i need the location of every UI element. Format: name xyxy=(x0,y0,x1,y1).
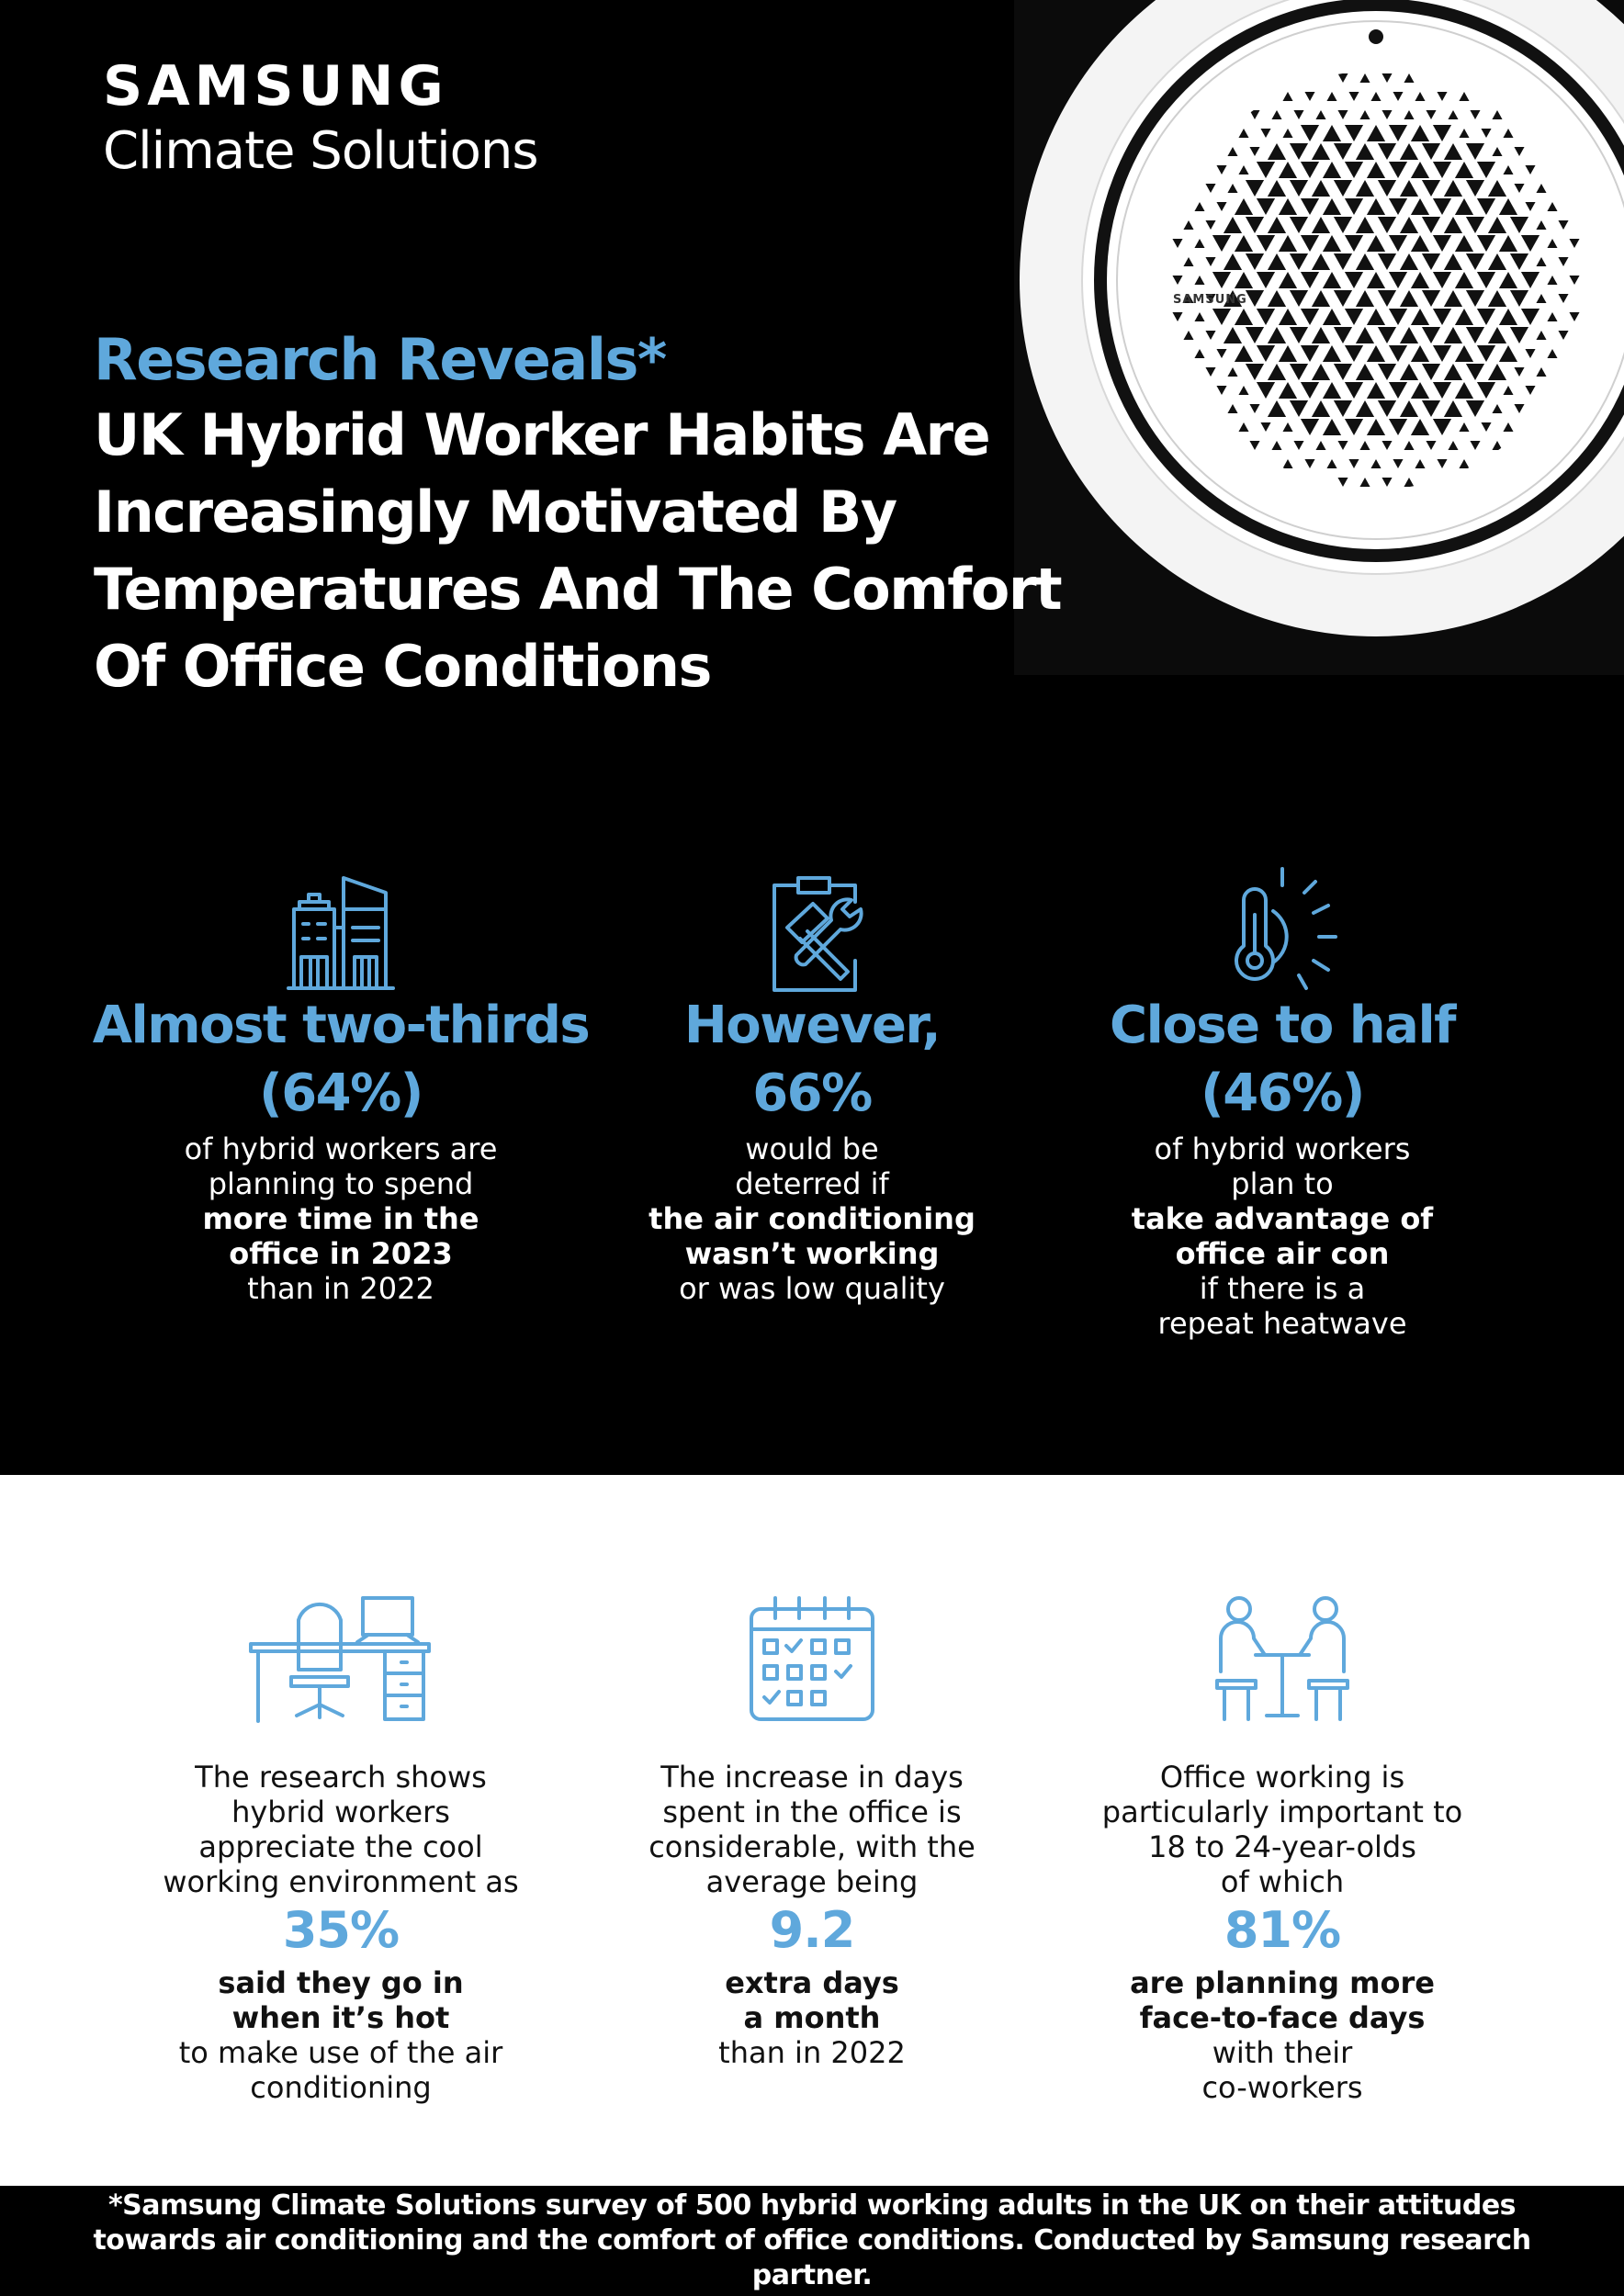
brand-subtitle: Climate Solutions xyxy=(103,121,538,181)
stat-line: planning to spend xyxy=(208,1166,474,1201)
stat-line: conditioning xyxy=(250,2070,432,2105)
stat-intro-line: working environment as xyxy=(163,1864,519,1899)
stat-percent: (64%) xyxy=(259,1064,423,1123)
headline-title-line-4: Of Office Conditions xyxy=(94,633,711,700)
stat-line: plan to xyxy=(1231,1166,1334,1201)
stat-big-number: 9.2 xyxy=(769,1901,855,1959)
stat-line-bold: extra days xyxy=(725,1965,899,2000)
stat-intro-line: The research shows xyxy=(195,1760,487,1795)
stat-head: Close to half xyxy=(1109,996,1456,1055)
stat-line-bold: are planning more xyxy=(1130,1965,1435,2000)
thermometer-sun-icon xyxy=(1218,863,1347,992)
stat-line: if there is a xyxy=(1199,1271,1366,1306)
stat-line-bold: office in 2023 xyxy=(229,1236,453,1271)
stat-intro-line: average being xyxy=(705,1864,919,1899)
headline-block xyxy=(94,323,1104,705)
stat-line-bold: face-to-face days xyxy=(1139,2000,1426,2035)
stat-intro-line: spent in the office is xyxy=(662,1795,962,1829)
stat-line-bold: wasn’t working xyxy=(684,1236,940,1271)
stat-line-bold: when it’s hot xyxy=(231,2000,450,2035)
stat-intro-line: of which xyxy=(1220,1864,1345,1899)
bottom-section xyxy=(0,1475,1624,2186)
stat-line: to make use of the air xyxy=(178,2035,503,2070)
stat-intro-line: considerable, with the xyxy=(648,1829,976,1864)
stat-intro-line: particularly important to xyxy=(1101,1795,1463,1829)
stat-line: repeat heatwave xyxy=(1157,1306,1407,1341)
stat-close-to-half xyxy=(1025,863,1539,1341)
headline-title-line-3: Temperatures And The Comfort xyxy=(94,556,1062,623)
stat-35-percent xyxy=(84,1594,598,2105)
stat-line: with their xyxy=(1212,2035,1353,2070)
stat-line-bold: more time in the xyxy=(202,1201,479,1236)
stat-percent: 66% xyxy=(752,1064,872,1123)
stat-line-bold: office air con xyxy=(1175,1236,1390,1271)
footnote-text: *Samsung Climate Solutions survey of 500 hybrid working adults in the UK on their attitudes towards air conditioning and the comfort of office conditions. Conducted by Samsung research partner. xyxy=(93,2189,1531,2291)
air-conditioner-image xyxy=(1014,0,1624,675)
stat-intro-line: 18 to 24-year-olds xyxy=(1148,1829,1416,1864)
stat-big-number: 35% xyxy=(282,1901,400,1959)
stat-two-thirds xyxy=(84,863,598,1306)
stat-line-bold: a month xyxy=(743,2000,881,2035)
survey-footnote xyxy=(0,2186,1624,2296)
desk-chair-icon xyxy=(249,1594,433,1723)
tools-clipboard-icon xyxy=(752,872,872,992)
stat-line: of hybrid workers xyxy=(1154,1131,1411,1166)
stat-intro-line: The increase in days xyxy=(660,1760,964,1795)
stat-however-66 xyxy=(555,863,1069,1306)
stat-line: would be xyxy=(745,1131,879,1166)
office-buildings-icon xyxy=(281,872,400,992)
stat-line: of hybrid workers are xyxy=(184,1131,498,1166)
stat-head: However, xyxy=(683,996,941,1055)
headline-title-line-1: UK Hybrid Worker Habits Are xyxy=(94,401,990,468)
stat-9-2-days xyxy=(555,1594,1069,2070)
stat-line-bold: take advantage of xyxy=(1131,1201,1434,1236)
stat-line-bold: said they go in xyxy=(218,1965,464,2000)
calendar-icon xyxy=(748,1594,876,1723)
stat-line: co-workers xyxy=(1201,2070,1363,2105)
stat-head: Almost two-thirds xyxy=(92,996,590,1055)
stat-81-percent xyxy=(1025,1594,1539,2105)
stat-line-bold: the air conditioning xyxy=(648,1201,976,1236)
air-conditioner-illustration xyxy=(1014,0,1624,675)
stat-line: or was low quality xyxy=(679,1271,945,1306)
stat-intro-line: Office working is xyxy=(1159,1760,1405,1795)
stat-line: deterred if xyxy=(735,1166,889,1201)
stat-big-number: 81% xyxy=(1224,1901,1341,1959)
headline-kicker: Research Reveals* xyxy=(94,326,666,393)
brand-block xyxy=(103,53,538,184)
stat-intro-line: appreciate the cool xyxy=(198,1829,483,1864)
stat-line: than in 2022 xyxy=(247,1271,434,1306)
stat-intro-line: hybrid workers xyxy=(231,1795,450,1829)
stat-line: than in 2022 xyxy=(718,2035,906,2070)
two-people-meeting-icon xyxy=(1213,1594,1351,1723)
stat-percent: (46%) xyxy=(1201,1064,1364,1123)
headline-title-line-2: Increasingly Motivated By xyxy=(94,478,897,546)
samsung-logo: SAMSUNG xyxy=(103,54,448,118)
product-samsung-logo: SAMSUNG xyxy=(1173,293,1247,307)
